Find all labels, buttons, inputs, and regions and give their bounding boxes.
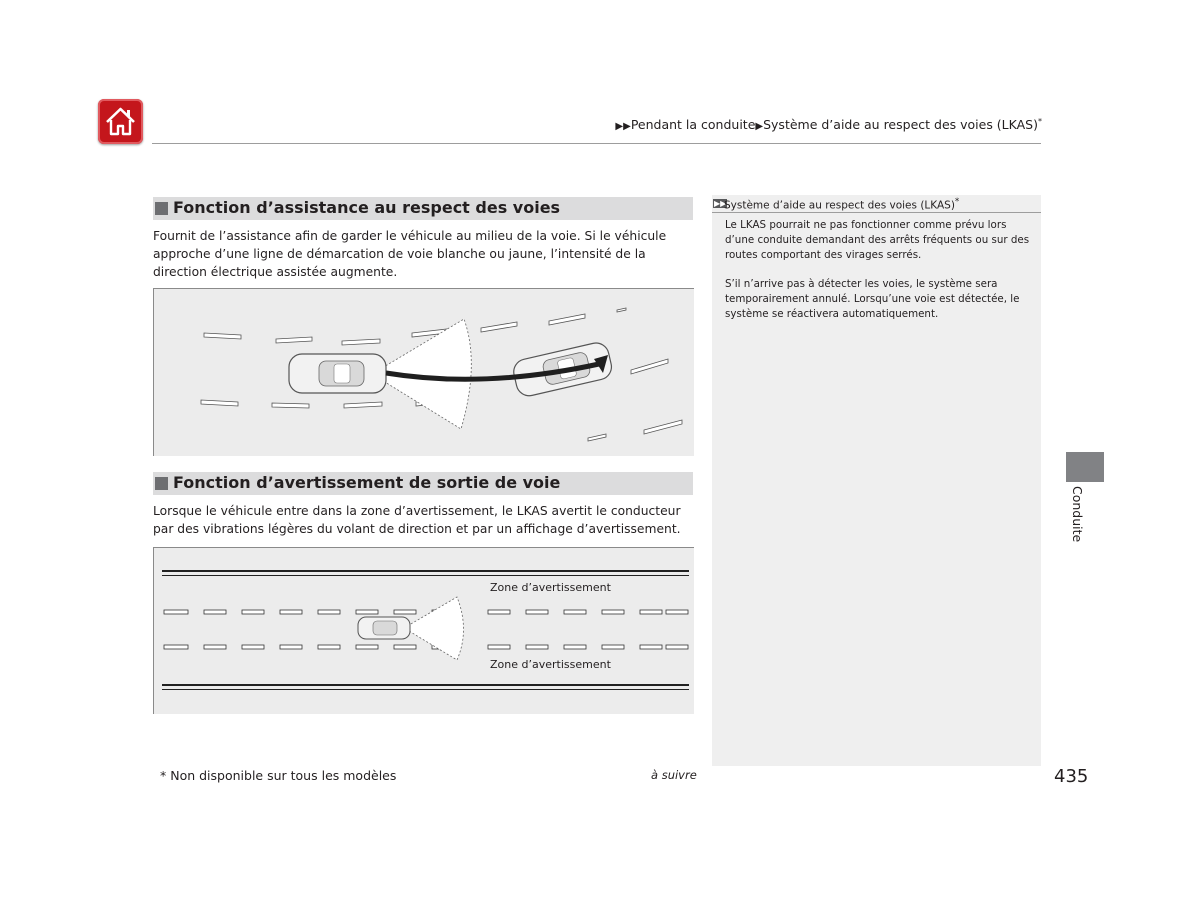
- sidebar-paragraph: Le LKAS pourrait ne pas fonctionner comme prévu lors d’une conduite demandant des arrêts fréquents ou sur des routes comportant des virages serrés.: [725, 219, 1030, 261]
- section-heading-lane-keeping: [153, 197, 693, 220]
- breadcrumb: [615, 117, 1042, 132]
- asterisk-mark: *: [1038, 117, 1042, 126]
- section-heading-lane-departure: [153, 472, 693, 495]
- breadcrumb-arrow-icon: ▶▶: [615, 121, 631, 133]
- home-icon: [98, 99, 143, 144]
- section-body: Lorsque le véhicule entre dans la zone d’avertissement, le LKAS avertit le conducteur par des vibrations légères du volant de direction et par un affichage d’avertissement.: [153, 504, 681, 536]
- section-title: Fonction d’avertissement de sortie de voie: [173, 473, 561, 492]
- chapter-tab[interactable]: [1066, 452, 1104, 482]
- section-body: Fournit de l’assistance afin de garder le véhicule au milieu de la voie. Si le véhicule approche d’une ligne de démarcation de voie blanche ou jaune, l’intensité de la direction électrique assistée augmente.: [153, 229, 667, 279]
- sidebar-heading: [712, 195, 1041, 213]
- header-divider: [152, 143, 1041, 144]
- breadcrumb-item-driving[interactable]: Pendant la conduite: [630, 117, 756, 133]
- heading-square-icon: [155, 477, 168, 490]
- heading-square-icon: [155, 202, 168, 215]
- sidebar-paragraph: S’il n’arrive pas à détecter les voies, le système sera temporairement annulé. Lorsqu’une voie est détectée, le système se réactivera automatiquement.: [725, 278, 1020, 320]
- note-arrow-icon: ▶▶: [714, 199, 727, 208]
- section-title: Fonction d’assistance au respect des voies: [173, 198, 561, 217]
- car-icon: [358, 617, 410, 639]
- home-button[interactable]: [98, 99, 143, 144]
- warning-zone-label: Zone d’avertissement: [490, 581, 611, 594]
- footnote: * Non disponible sur tous les modèles: [160, 768, 397, 783]
- sidebar-title: Système d’aide au respect des voies (LKAS): [724, 199, 955, 212]
- page-number: 435: [1054, 766, 1089, 787]
- lane-departure-illustration: [153, 547, 694, 714]
- chapter-tab-label: Conduite: [1070, 486, 1085, 543]
- lane-assist-illustration: [153, 288, 694, 456]
- breadcrumb-item-lkas[interactable]: Système d’aide au respect des voies (LKAS): [763, 117, 1038, 133]
- car-icon: [289, 354, 386, 393]
- continued-label: à suivre: [651, 768, 697, 782]
- asterisk-mark: *: [954, 197, 960, 207]
- breadcrumb-arrow-icon: ▶: [755, 121, 764, 133]
- warning-zone-label: Zone d’avertissement: [490, 658, 611, 671]
